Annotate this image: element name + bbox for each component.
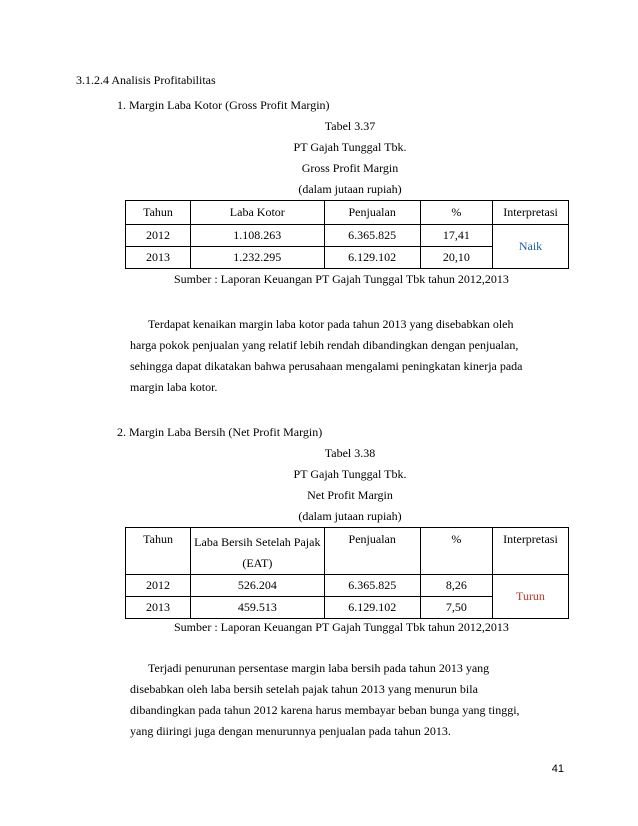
paragraph-line: yang diiringi juga dengan menurunnya penjualan pada tahun 2013.	[130, 724, 451, 738]
cell-penjualan: 6.129.102	[324, 597, 420, 619]
item1-paragraph	[130, 314, 570, 398]
paragraph-line: Terdapat kenaikan margin laba kotor pada tahun 2013 yang disebabkan oleh	[148, 317, 514, 331]
table1-caption-line3: Gross Profit Margin	[301, 161, 399, 175]
table1-caption-line1: Tabel 3.37	[324, 119, 376, 133]
table2-caption-line4: (dalam jutaan rupiah)	[298, 509, 402, 523]
col-header-tahun: Tahun	[126, 528, 191, 575]
cell-laba-kotor: 1.232.295	[190, 247, 324, 269]
cell-percent: 17,41	[420, 225, 492, 247]
table1-source: Sumber : Laporan Keuangan PT Gajah Tunggal Tbk tahun 2012,2013	[174, 272, 509, 286]
cell-percent: 8,26	[420, 575, 492, 597]
table1-caption-line4: (dalam jutaan rupiah)	[298, 182, 402, 196]
table2-source: Sumber : Laporan Keuangan PT Gajah Tunggal Tbk tahun 2012,2013	[174, 620, 509, 634]
paragraph-line: Terjadi penurunan persentase margin laba bersih pada tahun 2013 yang	[148, 661, 490, 675]
col-header-penjualan: Penjualan	[324, 201, 420, 225]
cell-interpretasi: Turun	[492, 575, 568, 619]
item2-heading: 2. Margin Laba Bersih (Net Profit Margin)	[117, 425, 323, 439]
table2-caption-line3: Net Profit Margin	[307, 488, 393, 502]
cell-tahun: 2012	[126, 225, 191, 247]
item1-heading: 1. Margin Laba Kotor (Gross Profit Margin)	[117, 98, 330, 112]
cell-percent: 7,50	[420, 597, 492, 619]
cell-tahun: 2013	[126, 247, 191, 269]
table-header-row	[126, 528, 569, 575]
cell-laba-bersih: 459.513	[191, 597, 324, 619]
table2-caption-line2: PT Gajah Tunggal Tbk.	[293, 467, 407, 481]
paragraph-line: disebabkan oleh laba bersih setelah pajak tahun 2013 yang menurun bila	[130, 682, 478, 696]
cell-percent: 20,10	[420, 247, 492, 269]
col-header-penjualan: Penjualan	[324, 528, 420, 575]
cell-penjualan: 6.365.825	[324, 225, 420, 247]
paragraph-line: harga pokok penjualan yang relatif lebih rendah dibandingkan dengan penjualan,	[130, 338, 519, 352]
table-net-profit-margin	[125, 527, 569, 619]
cell-tahun: 2012	[126, 575, 191, 597]
table-gross-profit-margin	[125, 200, 569, 269]
col-header-interpretasi: Interpretasi	[493, 201, 569, 225]
paragraph-line: dibandingkan pada tahun 2012 karena harus membayar beban bunga yang tinggi,	[130, 703, 520, 717]
table-header-row	[126, 201, 569, 225]
table-row	[126, 575, 569, 597]
cell-tahun: 2013	[126, 597, 191, 619]
cell-laba-bersih: 526.204	[191, 575, 324, 597]
table2-caption-line1: Tabel 3.38	[324, 446, 376, 460]
paragraph-line: margin laba kotor.	[130, 380, 218, 394]
col-header-laba-bersih-line2: (EAT)	[242, 556, 273, 570]
cell-penjualan: 6.129.102	[324, 247, 420, 269]
col-header-interpretasi: Interpretasi	[492, 528, 568, 575]
col-header-percent: %	[420, 528, 492, 575]
table-row	[126, 225, 569, 247]
item2-paragraph	[130, 658, 570, 742]
col-header-laba-bersih	[191, 528, 324, 575]
page-number: 41	[551, 763, 564, 775]
table1-caption-line2: PT Gajah Tunggal Tbk.	[293, 140, 407, 154]
col-header-tahun: Tahun	[126, 201, 191, 225]
cell-penjualan: 6.365.825	[324, 575, 420, 597]
cell-interpretasi: Naik	[493, 225, 569, 269]
cell-laba-kotor: 1.108.263	[190, 225, 324, 247]
col-header-laba-bersih-line1: Laba Bersih Setelah Pajak	[194, 535, 321, 549]
paragraph-line: sehingga dapat dikatakan bahwa perusahaan mengalami peningkatan kinerja pada	[130, 359, 523, 373]
section-heading: 3.1.2.4 Analisis Profitabilitas	[76, 73, 216, 87]
col-header-percent: %	[420, 201, 492, 225]
col-header-laba-kotor: Laba Kotor	[190, 201, 324, 225]
